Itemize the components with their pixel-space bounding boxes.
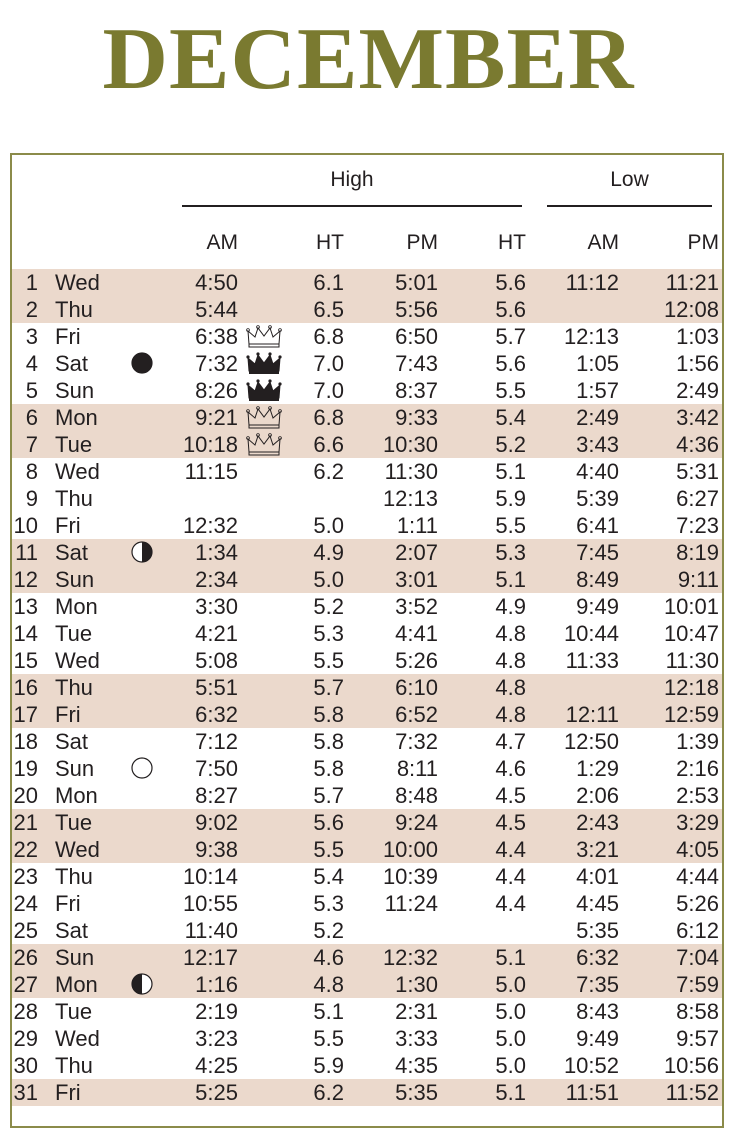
table-row — [12, 998, 722, 1025]
high-pm-time: 8:11 — [396, 756, 438, 781]
high-pm-time: 6:52 — [395, 702, 438, 727]
table-row — [12, 890, 722, 917]
day-number: 3 — [25, 324, 38, 349]
low-pm-time: 4:05 — [676, 837, 719, 862]
low-pm-time: 8:58 — [676, 999, 719, 1024]
day-of-week: Thu — [55, 675, 93, 700]
day-number: 18 — [13, 729, 38, 754]
high-pm-height: 4.8 — [495, 675, 526, 700]
high-pm-height: 4.6 — [495, 756, 526, 781]
day-number: 6 — [25, 405, 38, 430]
solid-crown-icon — [246, 378, 282, 402]
col-header-low-pm: PM — [687, 231, 719, 254]
col-header-high-ht2: HT — [498, 231, 526, 254]
high-am-time: 1:34 — [195, 540, 238, 565]
low-am-time: 6:41 — [576, 513, 619, 538]
low-am-time: 11:12 — [565, 270, 619, 295]
low-am-time: 10:44 — [563, 621, 619, 646]
high-am-time: 12:17 — [182, 945, 238, 970]
high-am-height: 6.6 — [313, 432, 344, 457]
table-row — [12, 863, 722, 890]
day-number: 8 — [25, 459, 38, 484]
high-pm-time: 9:24 — [395, 810, 438, 835]
high-am-height: 5.3 — [313, 621, 344, 646]
day-of-week: Sat — [55, 918, 89, 943]
high-pm-height: 4.5 — [495, 783, 526, 808]
high-pm-time: 5:56 — [395, 297, 438, 322]
low-am-time: 3:21 — [576, 837, 619, 862]
low-pm-time: 1:56 — [676, 351, 719, 376]
high-am-height: 4.6 — [313, 945, 344, 970]
high-pm-time: 6:50 — [395, 324, 438, 349]
high-pm-height: 5.6 — [495, 351, 526, 376]
day-of-week: Thu — [55, 1053, 93, 1078]
high-am-height: 4.9 — [313, 540, 344, 565]
table-row — [12, 1052, 722, 1079]
low-pm-time: 5:26 — [676, 891, 719, 916]
low-am-time: 2:49 — [576, 405, 619, 430]
day-number: 26 — [13, 945, 38, 970]
day-number: 31 — [13, 1080, 38, 1105]
high-pm-height: 4.8 — [495, 702, 526, 727]
day-number: 30 — [13, 1053, 38, 1078]
high-pm-time: 6:10 — [395, 675, 438, 700]
low-am-time: 10:52 — [563, 1053, 619, 1078]
high-am-height: 5.1 — [313, 999, 344, 1024]
page-title: DECEMBER — [102, 11, 635, 108]
day-of-week: Tue — [55, 621, 93, 646]
high-am-height: 5.8 — [313, 702, 344, 727]
low-pm-time: 2:16 — [676, 756, 719, 781]
day-of-week: Sun — [55, 567, 95, 592]
day-of-week: Fri — [55, 1080, 81, 1105]
low-am-time: 12:50 — [563, 729, 619, 754]
day-of-week: Thu — [55, 486, 93, 511]
high-am-height: 5.8 — [313, 756, 344, 781]
high-pm-height: 4.5 — [495, 810, 526, 835]
day-number: 12 — [13, 567, 38, 592]
low-pm-time: 1:39 — [676, 729, 719, 754]
low-pm-time: 10:47 — [663, 621, 719, 646]
low-am-time: 8:49 — [576, 567, 619, 592]
high-am-time: 6:32 — [195, 702, 238, 727]
high-pm-time: 8:48 — [395, 783, 438, 808]
low-pm-time: 5:31 — [676, 459, 719, 484]
table-row — [12, 917, 722, 944]
high-am-time: 7:12 — [195, 729, 238, 754]
tide-table — [10, 153, 724, 1128]
high-am-height: 6.5 — [313, 297, 344, 322]
low-am-time: 3:43 — [576, 432, 619, 457]
low-am-time: 2:43 — [576, 810, 619, 835]
high-pm-height: 5.0 — [495, 1053, 526, 1078]
day-of-week: Wed — [55, 270, 100, 295]
high-am-height: 6.2 — [313, 1080, 344, 1105]
outline-crown-icon — [246, 405, 282, 429]
full-moon-icon — [131, 757, 153, 779]
solid-crown-icon — [246, 351, 282, 375]
high-am-height: 5.5 — [313, 1026, 344, 1051]
day-number: 13 — [13, 594, 38, 619]
low-pm-time: 11:30 — [665, 648, 719, 673]
high-pm-height: 5.1 — [495, 459, 526, 484]
day-of-week: Sun — [55, 945, 95, 970]
day-of-week: Fri — [55, 513, 81, 538]
high-pm-height: 5.5 — [495, 513, 526, 538]
table-row — [12, 566, 722, 593]
day-number: 29 — [13, 1026, 38, 1051]
high-pm-time: 5:26 — [395, 648, 438, 673]
high-pm-time: 10:39 — [382, 864, 438, 889]
day-number: 14 — [13, 621, 38, 646]
high-pm-time: 3:52 — [395, 594, 438, 619]
day-number: 7 — [25, 432, 38, 457]
day-of-week: Sun — [55, 378, 95, 403]
high-am-height: 5.5 — [313, 648, 344, 673]
day-number: 15 — [13, 648, 38, 673]
low-pm-time: 11:52 — [665, 1080, 719, 1105]
high-pm-time: 1:30 — [395, 972, 438, 997]
day-number: 28 — [13, 999, 38, 1024]
low-am-time: 9:49 — [576, 594, 619, 619]
high-pm-height: 5.6 — [495, 270, 526, 295]
day-number: 2 — [25, 297, 38, 322]
high-pm-time: 2:31 — [395, 999, 438, 1024]
high-am-time: 9:02 — [195, 810, 238, 835]
high-am-time: 5:51 — [195, 675, 238, 700]
high-am-time: 7:32 — [195, 351, 238, 376]
low-am-time: 12:13 — [563, 324, 619, 349]
high-pm-height: 5.5 — [495, 378, 526, 403]
high-group-header: High — [330, 168, 374, 191]
low-am-time: 7:45 — [576, 540, 619, 565]
high-am-time: 4:50 — [195, 270, 238, 295]
table-row — [12, 647, 722, 674]
high-am-height: 5.0 — [313, 513, 344, 538]
col-header-high-pm: PM — [406, 231, 438, 254]
low-pm-time: 11:21 — [665, 270, 719, 295]
low-pm-time: 4:44 — [676, 864, 719, 889]
day-of-week: Mon — [55, 405, 98, 430]
day-of-week: Sat — [55, 540, 89, 565]
high-am-height: 6.2 — [313, 459, 344, 484]
high-am-height: 5.2 — [313, 594, 344, 619]
table-row — [12, 431, 722, 458]
low-am-time: 6:32 — [576, 945, 619, 970]
low-group-header: Low — [610, 168, 649, 191]
low-pm-time: 7:04 — [676, 945, 719, 970]
high-pm-time: 12:13 — [382, 486, 438, 511]
low-pm-time: 2:53 — [676, 783, 719, 808]
day-of-week: Mon — [55, 972, 98, 997]
day-number: 5 — [25, 378, 38, 403]
day-number: 9 — [25, 486, 38, 511]
low-pm-time: 7:23 — [676, 513, 719, 538]
col-header-low-am: AM — [587, 231, 619, 254]
high-am-height: 6.1 — [313, 270, 344, 295]
outline-crown-icon — [246, 324, 282, 348]
day-of-week: Wed — [55, 648, 100, 673]
high-am-height: 5.3 — [313, 891, 344, 916]
table-row — [12, 674, 722, 701]
day-of-week: Sat — [55, 351, 89, 376]
table-row — [12, 1025, 722, 1052]
high-am-time: 10:14 — [182, 864, 238, 889]
high-pm-height: 5.0 — [495, 1026, 526, 1051]
high-am-time: 5:08 — [195, 648, 238, 673]
table-row — [12, 836, 722, 863]
high-am-time: 8:26 — [195, 378, 238, 403]
high-am-time: 10:18 — [182, 432, 238, 457]
high-am-time: 5:25 — [195, 1080, 238, 1105]
table-row — [12, 971, 722, 998]
col-header-high-ht: HT — [316, 231, 344, 254]
high-am-time: 11:40 — [184, 918, 238, 943]
low-am-time: 11:51 — [565, 1080, 619, 1105]
high-pm-time: 4:41 — [395, 621, 438, 646]
low-am-time: 8:43 — [576, 999, 619, 1024]
high-pm-time: 9:33 — [395, 405, 438, 430]
high-pm-time: 2:07 — [395, 540, 438, 565]
day-number: 16 — [13, 675, 38, 700]
high-pm-time: 10:30 — [382, 432, 438, 457]
day-number: 11 — [15, 540, 38, 565]
day-of-week: Tue — [55, 432, 93, 457]
low-pm-time: 10:56 — [663, 1053, 719, 1078]
day-of-week: Thu — [55, 864, 93, 889]
high-pm-time: 3:33 — [395, 1026, 438, 1051]
table-row — [12, 458, 722, 485]
low-pm-time: 12:18 — [663, 675, 719, 700]
table-row — [12, 485, 722, 512]
day-number: 24 — [13, 891, 38, 916]
high-am-height: 5.0 — [313, 567, 344, 592]
day-number: 23 — [13, 864, 38, 889]
day-of-week: Fri — [55, 324, 81, 349]
day-of-week: Tue — [55, 999, 93, 1024]
high-pm-height: 4.4 — [495, 837, 526, 862]
new-moon-icon — [131, 352, 153, 374]
day-number: 21 — [13, 810, 38, 835]
high-am-height: 5.7 — [313, 675, 344, 700]
table-row — [12, 323, 722, 350]
low-pm-time: 3:42 — [676, 405, 719, 430]
low-am-time: 5:39 — [576, 486, 619, 511]
high-pm-time: 5:35 — [395, 1080, 438, 1105]
high-pm-time: 5:01 — [395, 270, 438, 295]
high-am-height: 5.6 — [313, 810, 344, 835]
high-am-height: 5.9 — [313, 1053, 344, 1078]
high-am-height: 5.7 — [313, 783, 344, 808]
table-row — [12, 620, 722, 647]
high-pm-height: 4.4 — [495, 891, 526, 916]
day-number: 25 — [13, 918, 38, 943]
low-pm-time: 12:59 — [663, 702, 719, 727]
low-am-time: 4:45 — [576, 891, 619, 916]
high-am-time: 3:30 — [195, 594, 238, 619]
high-am-time: 10:55 — [182, 891, 238, 916]
table-row — [12, 350, 722, 377]
first-quarter-moon-icon — [131, 541, 153, 563]
low-am-time: 1:05 — [576, 351, 619, 376]
high-pm-height: 4.8 — [495, 621, 526, 646]
high-pm-time: 7:32 — [395, 729, 438, 754]
table-row — [12, 512, 722, 539]
table-row — [12, 269, 722, 296]
table-row — [12, 755, 722, 782]
high-am-time: 12:32 — [182, 513, 238, 538]
last-quarter-moon-icon — [131, 973, 153, 995]
outline-crown-icon — [246, 432, 282, 456]
table-row — [12, 593, 722, 620]
high-am-height: 5.2 — [313, 918, 344, 943]
day-of-week: Fri — [55, 702, 81, 727]
day-number: 27 — [13, 972, 38, 997]
low-am-time: 11:33 — [565, 648, 619, 673]
high-pm-height: 5.1 — [495, 945, 526, 970]
high-am-height: 5.5 — [313, 837, 344, 862]
high-pm-time: 8:37 — [395, 378, 438, 403]
high-am-time: 4:21 — [195, 621, 238, 646]
day-of-week: Fri — [55, 891, 81, 916]
low-am-time: 5:35 — [576, 918, 619, 943]
high-underline — [182, 205, 522, 207]
table-row — [12, 404, 722, 431]
high-am-time: 11:15 — [184, 459, 238, 484]
high-pm-height: 5.1 — [495, 1080, 526, 1105]
high-pm-time: 1:11 — [396, 513, 438, 538]
high-pm-height: 5.4 — [495, 405, 526, 430]
day-of-week: Thu — [55, 297, 93, 322]
high-am-time: 2:19 — [195, 999, 238, 1024]
day-of-week: Mon — [55, 594, 98, 619]
high-am-height: 5.8 — [313, 729, 344, 754]
high-pm-height: 5.0 — [495, 999, 526, 1024]
table-row — [12, 944, 722, 971]
low-pm-time: 10:01 — [663, 594, 719, 619]
high-pm-height: 5.0 — [495, 972, 526, 997]
table-row — [12, 701, 722, 728]
high-pm-height: 5.3 — [495, 540, 526, 565]
high-am-time: 6:38 — [195, 324, 238, 349]
low-am-time: 4:40 — [576, 459, 619, 484]
low-pm-time: 12:08 — [663, 297, 719, 322]
day-of-week: Sun — [55, 756, 95, 781]
low-am-time: 7:35 — [576, 972, 619, 997]
low-pm-time: 3:29 — [676, 810, 719, 835]
high-pm-height: 4.8 — [495, 648, 526, 673]
day-number: 20 — [13, 783, 38, 808]
high-pm-time: 10:00 — [382, 837, 438, 862]
high-am-height: 7.0 — [313, 378, 344, 403]
high-am-time: 4:25 — [195, 1053, 238, 1078]
high-pm-time: 11:30 — [384, 459, 438, 484]
low-pm-time: 8:19 — [676, 540, 719, 565]
table-row — [12, 377, 722, 404]
low-pm-time: 6:27 — [676, 486, 719, 511]
high-pm-height: 4.4 — [495, 864, 526, 889]
high-pm-height: 4.7 — [495, 729, 526, 754]
table-row — [12, 539, 722, 566]
high-pm-time: 11:24 — [384, 891, 438, 916]
low-pm-time: 9:11 — [677, 567, 719, 592]
table-row — [12, 809, 722, 836]
high-pm-time: 4:35 — [395, 1053, 438, 1078]
low-am-time: 1:57 — [576, 378, 619, 403]
low-pm-time: 7:59 — [676, 972, 719, 997]
high-am-height: 6.8 — [313, 405, 344, 430]
high-am-time: 9:38 — [195, 837, 238, 862]
table-row — [12, 1079, 722, 1106]
high-am-time: 2:34 — [195, 567, 238, 592]
high-am-time: 9:21 — [195, 405, 238, 430]
high-am-time: 8:27 — [195, 783, 238, 808]
low-pm-time: 2:49 — [676, 378, 719, 403]
low-am-time: 2:06 — [576, 783, 619, 808]
high-am-time: 5:44 — [195, 297, 238, 322]
table-row — [12, 728, 722, 755]
low-underline — [547, 205, 712, 207]
low-am-time: 4:01 — [576, 864, 619, 889]
low-pm-time: 9:57 — [676, 1026, 719, 1051]
high-pm-height: 5.2 — [495, 432, 526, 457]
high-am-height: 6.8 — [313, 324, 344, 349]
day-of-week: Mon — [55, 783, 98, 808]
day-of-week: Wed — [55, 837, 100, 862]
high-pm-height: 4.9 — [495, 594, 526, 619]
table-row — [12, 296, 722, 323]
high-pm-height: 5.9 — [495, 486, 526, 511]
day-of-week: Sat — [55, 729, 89, 754]
high-am-time: 3:23 — [195, 1026, 238, 1051]
low-am-time: 9:49 — [576, 1026, 619, 1051]
day-number: 4 — [25, 351, 38, 376]
high-am-height: 5.4 — [313, 864, 344, 889]
low-pm-time: 1:03 — [676, 324, 719, 349]
high-pm-time: 7:43 — [395, 351, 438, 376]
day-of-week: Tue — [55, 810, 93, 835]
day-number: 17 — [13, 702, 38, 727]
low-am-time: 12:11 — [565, 702, 619, 727]
low-pm-time: 6:12 — [676, 918, 719, 943]
high-pm-height: 5.7 — [495, 324, 526, 349]
day-of-week: Wed — [55, 459, 100, 484]
high-am-height: 4.8 — [313, 972, 344, 997]
col-header-high-am: AM — [206, 231, 238, 254]
high-am-time: 1:16 — [195, 972, 238, 997]
day-number: 19 — [13, 756, 38, 781]
high-pm-height: 5.1 — [495, 567, 526, 592]
day-number: 1 — [25, 270, 38, 295]
high-am-time: 7:50 — [195, 756, 238, 781]
low-pm-time: 4:36 — [676, 432, 719, 457]
tide-rows — [12, 269, 722, 1106]
high-am-height: 7.0 — [313, 351, 344, 376]
day-number: 10 — [13, 513, 38, 538]
day-number: 22 — [13, 837, 38, 862]
table-row — [12, 782, 722, 809]
high-pm-time: 12:32 — [382, 945, 438, 970]
high-pm-height: 5.6 — [495, 297, 526, 322]
high-pm-time: 3:01 — [395, 567, 438, 592]
day-of-week: Wed — [55, 1026, 100, 1051]
low-am-time: 1:29 — [576, 756, 619, 781]
